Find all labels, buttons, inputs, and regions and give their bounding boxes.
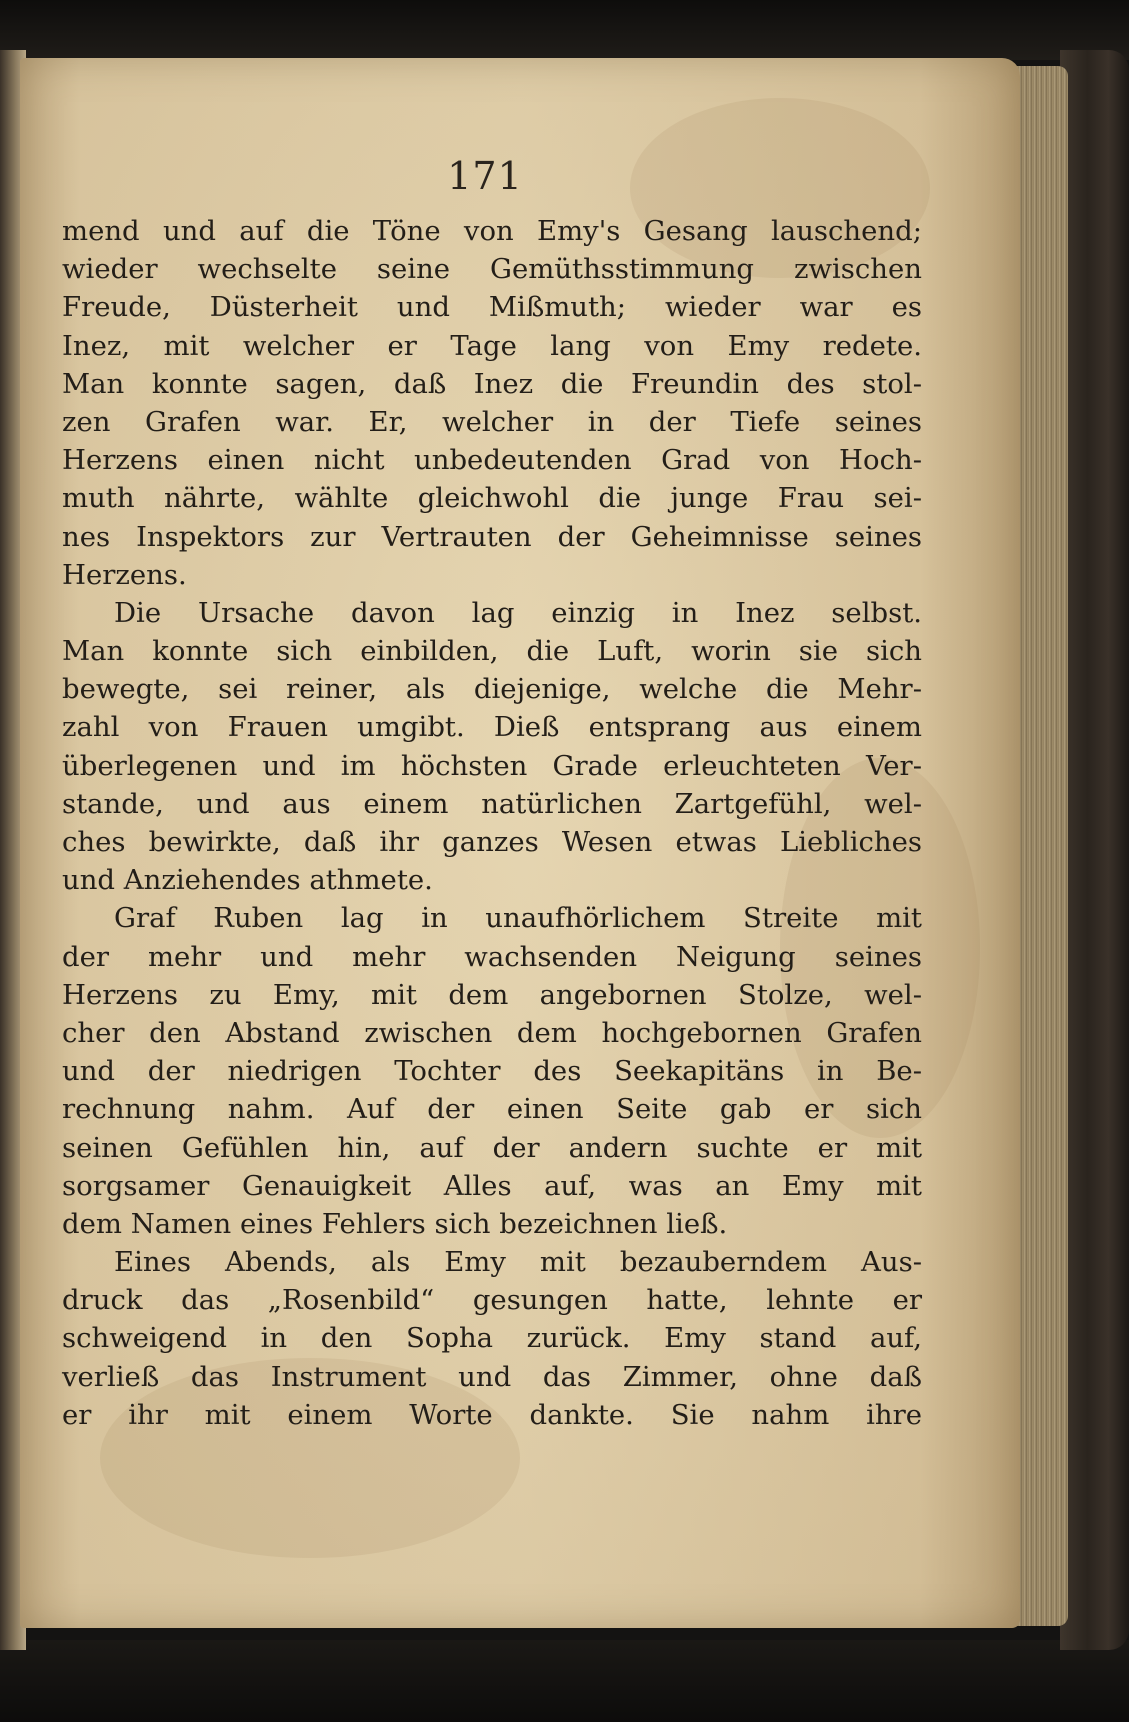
text-line: seinen Gefühlen hin, auf der andern suchte er mit [62,1131,922,1164]
text-line: wieder wechselte seine Gemüthsstimmung zwischen [62,253,922,286]
text-line: zahl von Frauen umgibt. Dieß entsprang aus einem [62,711,922,744]
text-line: Herzens. [62,558,187,591]
text-line: verließ das Instrument und das Zimmer, ohne daß [62,1360,922,1393]
text-line: Inez, mit welcher er Tage lang von Emy redete. [62,329,922,362]
text-line: bewegte, sei reiner, als diejenige, welche die Mehr- [62,673,922,706]
text-line: der mehr und mehr wachsenden Neigung seines [62,940,922,973]
text-line: er ihr mit einem Worte dankte. Sie nahm ihre [62,1398,922,1431]
text-line: Man konnte sich einbilden, die Luft, worin sie sich [62,635,922,668]
text-line: dem Namen eines Fehlers sich bezeichnen ließ. [62,1207,728,1240]
text-line: Eines Abends, als Emy mit bezauberndem Aus- [114,1246,922,1279]
text-line: stande, und aus einem natürlichen Zartgefühl, wel- [62,787,922,820]
text-line: sorgsamer Genauigkeit Alles auf, was an Emy mit [62,1169,922,1202]
book-cover-edge [1060,50,1129,1650]
text-line: überlegenen und im höchsten Grade erleuchteten Ver- [62,749,922,782]
text-line: mend und auf die Töne von Emy's Gesang lauschend; [62,215,922,247]
text-line: zen Grafen war. Er, welcher in der Tiefe seines [62,405,922,438]
text-line: nes Inspektors zur Vertrauten der Geheimnisse seines [62,520,922,553]
text-line: Die Ursache davon lag einzig in Inez selbst. [114,596,922,629]
text-line: muth nährte, wählte gleichwohl die junge Frau sei- [62,482,922,515]
text-line: und der niedrigen Tochter des Seekapitäns in Be- [62,1055,922,1088]
text-line: und Anziehendes athmete. [62,864,433,897]
text-line: Man konnte sagen, daß Inez die Freundin des stol- [62,367,922,400]
text-line: ches bewirkte, daß ihr ganzes Wesen etwas Liebliches [62,826,922,858]
text-line: cher den Abstand zwischen dem hochgebornen Grafen [62,1016,922,1049]
book-page [20,58,1020,1628]
text-line: Herzens zu Emy, mit dem angebornen Stolze, wel- [62,978,922,1011]
page-number: 171 [447,154,523,198]
body-text [62,212,922,1434]
text-line: schweigend in den Sopha zurück. Emy stand auf, [62,1322,922,1355]
text-line: Graf Ruben lag in unaufhörlichem Streite mit [114,902,922,935]
text-line: Freude, Düsterheit und Mißmuth; wieder war es [62,291,922,324]
text-line: rechnung nahm. Auf der einen Seite gab er sich [62,1093,922,1126]
text-line: druck das „Rosenbild“ gesungen hatte, lehnte er [62,1284,922,1317]
dark-backdrop-top [0,0,1129,60]
dark-backdrop-bottom [0,1640,1129,1722]
text-line: Herzens einen nicht unbedeutenden Grad von Hoch- [62,444,922,477]
